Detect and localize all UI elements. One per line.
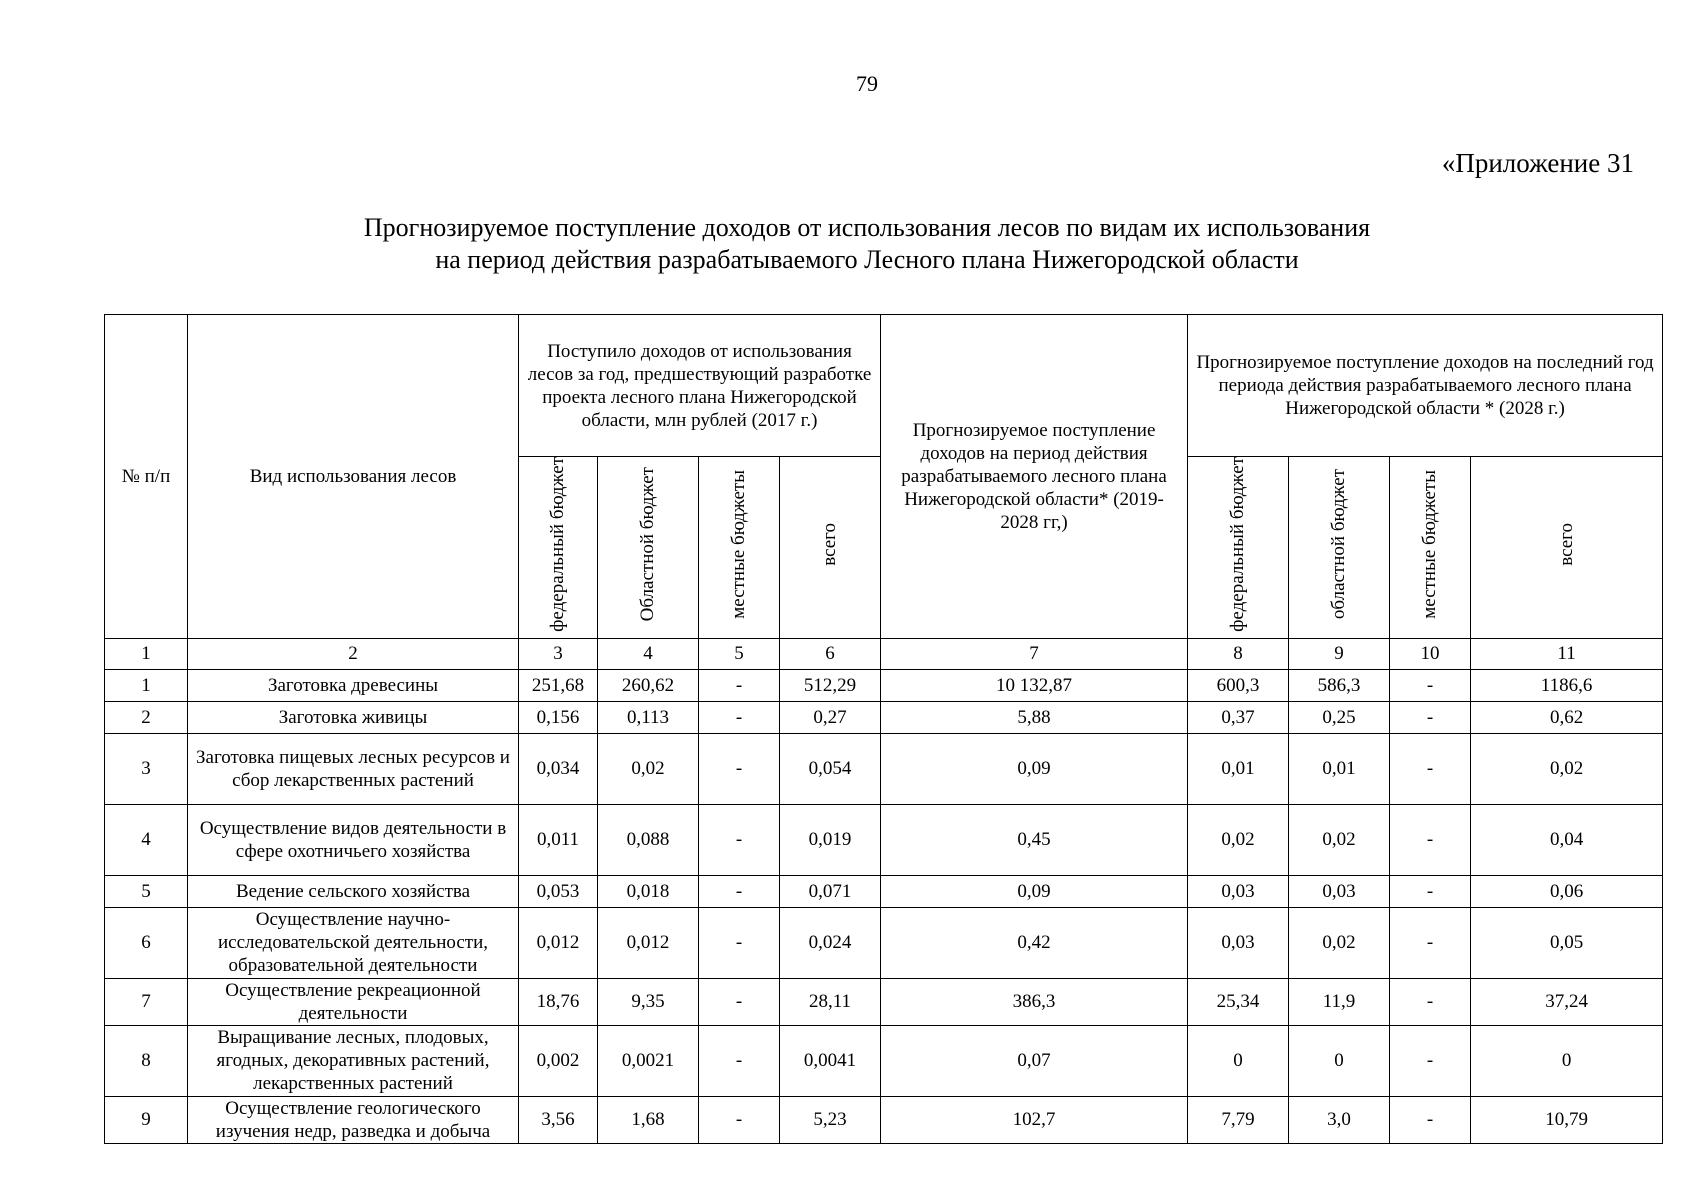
forecast-total: 0,62 <box>1471 701 1663 733</box>
header-received-federal: федеральный бюджет <box>519 457 598 639</box>
column-number-row <box>105 638 1663 669</box>
received-regional: 1,68 <box>598 1096 699 1143</box>
received-total: 5,23 <box>780 1096 881 1143</box>
header-forecast-local: местные бюджеты <box>1390 457 1471 639</box>
received-total: 0,019 <box>780 804 881 875</box>
forecast-federal: 0,03 <box>1188 907 1289 978</box>
forest-use-type: Осуществление рекреационной деятельности <box>188 978 519 1025</box>
forest-use-type: Заготовка живицы <box>188 701 519 733</box>
column-number: 10 <box>1390 638 1471 669</box>
column-number: 8 <box>1188 638 1289 669</box>
forest-use-type: Осуществление видов деятельности в сфере охотничьего хозяйства <box>188 804 519 875</box>
column-number: 1 <box>105 638 188 669</box>
received-total: 0,071 <box>780 875 881 907</box>
row-num: 7 <box>105 978 188 1025</box>
received-federal: 3,56 <box>519 1096 598 1143</box>
title-line-2: на период действия разрабатываемого Лесного плана Нижегородской области <box>435 245 1299 274</box>
header-forecast-federal: федеральный бюджет <box>1188 457 1289 639</box>
forecast-local: - <box>1390 733 1471 804</box>
page-number: 79 <box>856 71 878 96</box>
forecast-regional: 3,0 <box>1289 1096 1390 1143</box>
forecast-period-total: 0,07 <box>881 1025 1188 1096</box>
received-total: 0,27 <box>780 701 881 733</box>
forecast-total: 0,06 <box>1471 875 1663 907</box>
forecast-local: - <box>1390 804 1471 875</box>
revenue-forecast-table <box>104 314 1663 1144</box>
forecast-total: 0,02 <box>1471 733 1663 804</box>
forecast-federal: 7,79 <box>1188 1096 1289 1143</box>
table-row <box>105 907 1663 978</box>
received-regional: 260,62 <box>598 669 699 701</box>
forecast-regional: 0,25 <box>1289 701 1390 733</box>
forecast-period-total: 102,7 <box>881 1096 1188 1143</box>
column-number: 9 <box>1289 638 1390 669</box>
forecast-regional: 586,3 <box>1289 669 1390 701</box>
received-regional: 0,018 <box>598 875 699 907</box>
forecast-regional: 0,02 <box>1289 804 1390 875</box>
received-local: - <box>699 907 780 978</box>
forecast-regional: 0 <box>1289 1025 1390 1096</box>
row-num: 6 <box>105 907 188 978</box>
forecast-federal: 0 <box>1188 1025 1289 1096</box>
received-total: 512,29 <box>780 669 881 701</box>
received-total: 0,054 <box>780 733 881 804</box>
forecast-regional: 0,02 <box>1289 907 1390 978</box>
received-federal: 0,034 <box>519 733 598 804</box>
forecast-local: - <box>1390 669 1471 701</box>
forecast-federal: 0,37 <box>1188 701 1289 733</box>
received-local: - <box>699 804 780 875</box>
forecast-total: 10,79 <box>1471 1096 1663 1143</box>
row-num: 3 <box>105 733 188 804</box>
received-local: - <box>699 875 780 907</box>
forest-use-type: Осуществление геологического изучения недр, разведка и добыча <box>188 1096 519 1143</box>
table-row <box>105 1025 1663 1096</box>
received-regional: 0,02 <box>598 733 699 804</box>
row-num: 5 <box>105 875 188 907</box>
forecast-local: - <box>1390 907 1471 978</box>
column-number: 2 <box>188 638 519 669</box>
forecast-period-total: 5,88 <box>881 701 1188 733</box>
table-row <box>105 669 1663 701</box>
received-total: 28,11 <box>780 978 881 1025</box>
header-forecast-total: всего <box>1471 457 1663 639</box>
received-local: - <box>699 733 780 804</box>
forecast-local: - <box>1390 978 1471 1025</box>
row-num: 4 <box>105 804 188 875</box>
forecast-federal: 600,3 <box>1188 669 1289 701</box>
forecast-local: - <box>1390 875 1471 907</box>
table-row <box>105 1096 1663 1143</box>
forecast-total: 1186,6 <box>1471 669 1663 701</box>
received-regional: 0,088 <box>598 804 699 875</box>
received-regional: 0,012 <box>598 907 699 978</box>
forecast-total: 0,05 <box>1471 907 1663 978</box>
forest-use-type: Выращивание лесных, плодовых, ягодных, декоративных растений, лекарственных растений <box>188 1025 519 1096</box>
forecast-period-total: 0,09 <box>881 875 1188 907</box>
header-num: № п/п <box>105 315 188 639</box>
forecast-federal: 0,02 <box>1188 804 1289 875</box>
header-received-regional: Областной бюджет <box>598 457 699 639</box>
row-num: 8 <box>105 1025 188 1096</box>
document-title <box>0 212 1697 276</box>
column-number: 7 <box>881 638 1188 669</box>
forecast-regional: 11,9 <box>1289 978 1390 1025</box>
forest-use-type: Заготовка древесины <box>188 669 519 701</box>
header-forest-use-type: Вид использования лесов <box>188 315 519 639</box>
header-received-total: всего <box>780 457 881 639</box>
table-row <box>105 978 1663 1025</box>
table-row <box>105 733 1663 804</box>
row-num: 9 <box>105 1096 188 1143</box>
received-federal: 0,053 <box>519 875 598 907</box>
received-total: 0,024 <box>780 907 881 978</box>
column-number: 5 <box>699 638 780 669</box>
received-local: - <box>699 1025 780 1096</box>
received-federal: 0,011 <box>519 804 598 875</box>
received-regional: 0,113 <box>598 701 699 733</box>
forecast-federal: 0,03 <box>1188 875 1289 907</box>
forecast-regional: 0,03 <box>1289 875 1390 907</box>
column-number: 3 <box>519 638 598 669</box>
forest-use-type: Заготовка пищевых лесных ресурсов и сбор лекарственных растений <box>188 733 519 804</box>
forecast-period-total: 10 132,87 <box>881 669 1188 701</box>
forecast-period-total: 0,42 <box>881 907 1188 978</box>
column-number: 11 <box>1471 638 1663 669</box>
table-row <box>105 701 1663 733</box>
forecast-period-total: 386,3 <box>881 978 1188 1025</box>
header-forecast-period: Прогнозируемое поступление доходов на период действия разрабатываемого лесного плана Нижегородской области* (2019-2028 гг,) <box>881 315 1188 639</box>
header-received-local: местные бюджеты <box>699 457 780 639</box>
received-federal: 0,002 <box>519 1025 598 1096</box>
header-received-2017: Поступило доходов от использования лесов за год, предшествующий разработке проекта лесного плана Нижегородской области, млн рублей (2017 г.) <box>519 315 881 457</box>
forest-use-type: Осуществление научно-исследовательской деятельности, образовательной деятельности <box>188 907 519 978</box>
row-num: 1 <box>105 669 188 701</box>
column-number: 6 <box>780 638 881 669</box>
received-federal: 18,76 <box>519 978 598 1025</box>
received-local: - <box>699 701 780 733</box>
header-forecast-regional: областной бюджет <box>1289 457 1390 639</box>
header-forecast-2028: Прогнозируемое поступление доходов на последний год периода действия разрабатываемого лесного плана Нижегородской области * (2028 г.) <box>1188 315 1663 457</box>
forecast-local: - <box>1390 701 1471 733</box>
table-row <box>105 804 1663 875</box>
received-federal: 251,68 <box>519 669 598 701</box>
forecast-total: 0,04 <box>1471 804 1663 875</box>
column-number: 4 <box>598 638 699 669</box>
forecast-federal: 0,01 <box>1188 733 1289 804</box>
row-num: 2 <box>105 701 188 733</box>
received-regional: 0,0021 <box>598 1025 699 1096</box>
received-local: - <box>699 978 780 1025</box>
forecast-federal: 25,34 <box>1188 978 1289 1025</box>
title-line-1: Прогнозируемое поступление доходов от использования лесов по видам их использования <box>363 213 1371 242</box>
received-federal: 0,012 <box>519 907 598 978</box>
received-local: - <box>699 669 780 701</box>
forecast-local: - <box>1390 1025 1471 1096</box>
appendix-label: «Приложение 31 <box>1441 148 1634 178</box>
received-regional: 9,35 <box>598 978 699 1025</box>
table-row <box>105 875 1663 907</box>
forecast-total: 37,24 <box>1471 978 1663 1025</box>
received-total: 0,0041 <box>780 1025 881 1096</box>
forest-use-type: Ведение сельского хозяйства <box>188 875 519 907</box>
forecast-period-total: 0,09 <box>881 733 1188 804</box>
received-federal: 0,156 <box>519 701 598 733</box>
forecast-regional: 0,01 <box>1289 733 1390 804</box>
forecast-period-total: 0,45 <box>881 804 1188 875</box>
forecast-total: 0 <box>1471 1025 1663 1096</box>
received-local: - <box>699 1096 780 1143</box>
forecast-local: - <box>1390 1096 1471 1143</box>
